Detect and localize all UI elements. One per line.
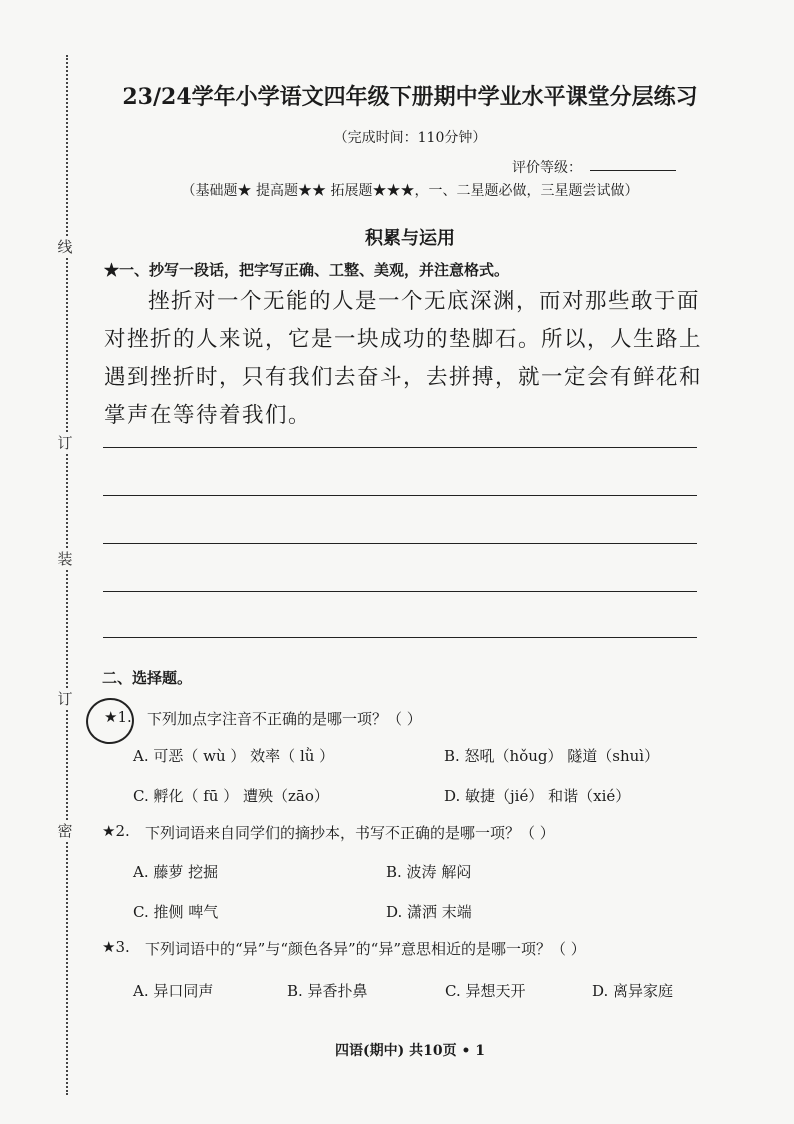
writing-line[interactable] [103,637,697,638]
difficulty-legend: （基础题★ 提高题★★ 拓展题★★★，一、二星题必做，三星题尝试做） [181,183,639,199]
passage-line: 掌声在等待着我们。 [104,403,312,428]
option-c[interactable]: C. 孵化（ fū ） 遭殃（zāo） [133,787,329,805]
option-c[interactable]: C. 推侧 啤气 [133,903,219,921]
option-d[interactable]: D. 敏捷（jié） 和谐（xié） [444,787,631,805]
rating-blank [590,170,676,171]
option-d[interactable]: D. 潇洒 末端 [386,903,472,921]
option-d[interactable]: D. 离异家庭 [592,982,674,1000]
question-number: ★1. [104,708,132,726]
binding-char: 线 [50,236,80,257]
question-text: 下列词语来自同学们的摘抄本，书写不正确的是哪一项？（ ） [145,824,555,842]
option-a[interactable]: A. 异口同声 [133,982,214,1000]
option-a[interactable]: A. 藤萝 挖掘 [133,863,219,881]
time-limit: （完成时间：110分钟） [333,130,487,146]
question-number: ★3. [102,938,130,956]
writing-line[interactable] [103,447,697,448]
page-footer: 四语(期中) 共10页 • 1 [334,1043,486,1059]
option-a[interactable]: A. 可恶（ wù ） 效率（ lǜ ） [133,747,335,765]
binding-dotted-line [66,55,68,1095]
binding-char: 订 [50,432,80,453]
passage-line: 挫折对一个无能的人是一个无底深渊，而对那些敢于面 [148,289,701,314]
writing-line[interactable] [103,495,697,496]
section-title: 积累与运用 [365,228,455,249]
option-b[interactable]: B. 异香扑鼻 [287,982,368,1000]
option-b[interactable]: B. 波涛 解闷 [386,863,472,881]
writing-line[interactable] [103,591,697,592]
question-text: 下列加点字注音不正确的是哪一项？（ ） [147,710,422,728]
q2-heading: 二、选择题。 [102,669,193,687]
copy-passage [104,283,704,435]
question-number: ★2. [102,822,130,840]
binding-char: 订 [50,688,80,709]
page-title: 23/24学年小学语文四年级下册期中学业水平课堂分层练习 [122,84,698,110]
question-text: 下列词语中的“异”与“颜色各异”的“异”意思相近的是哪一项？（ ） [145,940,586,958]
option-c[interactable]: C. 异想天开 [445,982,526,1000]
passage-line: 对挫折的人来说，它是一块成功的垫脚石。所以，人生路上 [104,327,703,352]
passage-line: 遇到挫折时，只有我们去奋斗，去拼搏，就一定会有鲜花和 [104,365,703,390]
option-b[interactable]: B. 怒吼（hǒug） 隧道（shuì） [444,747,660,765]
binding-char: 装 [50,548,80,569]
writing-line[interactable] [103,543,697,544]
binding-char: 密 [50,820,80,841]
q1-prompt: ★一、抄写一段话，把字写正确、工整、美观，并注意格式。 [104,261,510,279]
rating-label: 评价等级： [512,160,582,176]
